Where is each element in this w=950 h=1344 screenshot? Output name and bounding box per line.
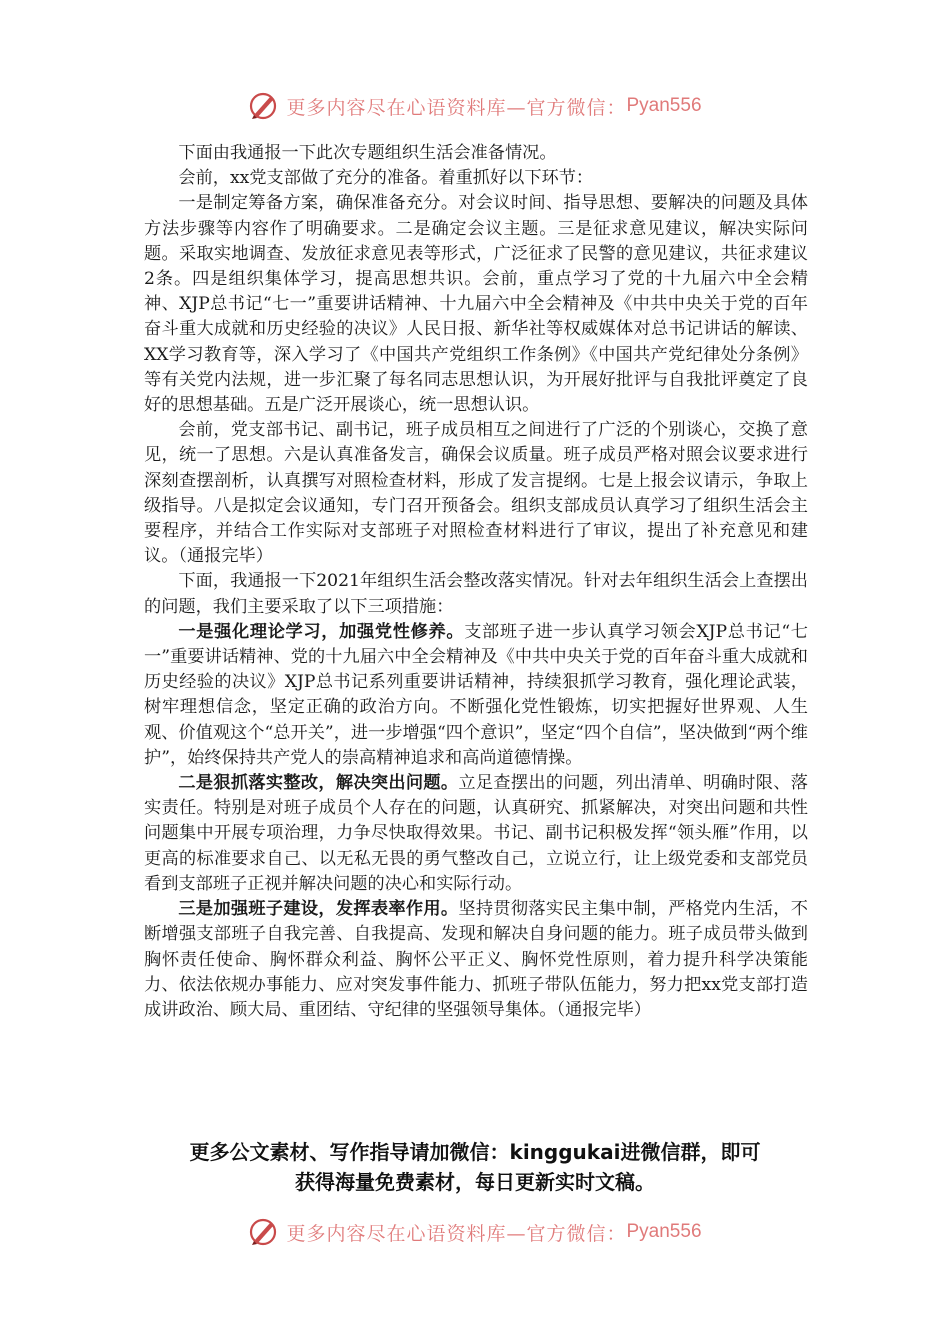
paragraph: 下面，我通报一下2021年组织生活会整改落实情况。针对去年组织生活会上查摆出的问题，我们主要采取了以下三项措施： bbox=[144, 571, 808, 617]
promo-line-1: 更多公文素材、写作指导请加微信：kinggukai进微信群，即可 bbox=[189, 1140, 761, 1164]
header-banner bbox=[0, 86, 950, 126]
paragraph-measure-1: 一是强化理论学习，加强党性修养。支部班子进一步认真学习领会XJP总书记“七一”重要讲话精神、党的十九届六中全会精神及《中共中央关于党的百年奋斗重大成就和历史经验的决议》XJP总书记系列重要讲话精神，持续狠抓学习教育，强化理论武装，树牢理想信念，坚定正确的政治方向。不断强化党性锻炼，切实把握好世界观、人生观、价值观这个“总开关”，进一步增强“四个意识”，坚定“四个自信”，坚决做到“两个维护”，始终保持共产党人的崇高精神追求和高尚道德情操。 bbox=[144, 621, 808, 768]
paragraph-measure-3: 三是加强班子建设，发挥表率作用。坚持贯彻落实民主集中制，严格党内生活，不断增强支部班子自我完善、自我提高、发现和解决自身问题的能力。班子成员带头做到胸怀责任使命、胸怀群众利益、胸怀公平正义、胸怀党性原则，着力提升科学决策能力、依法依规办事能力、应对突发事件能力、抓班子带队伍能力，努力把xx党支部打造成讲政治、顾大局、重团结、守纪律的坚强领导集体。（通报完毕） bbox=[144, 899, 808, 1020]
banner-wechat-id: Pyan556 bbox=[626, 1221, 702, 1242]
banner-text: 更多内容尽在心语资料库—官方微信： bbox=[286, 96, 627, 119]
promo-notice bbox=[120, 1137, 830, 1197]
banner-text: 更多内容尽在心语资料库—官方微信： bbox=[286, 1222, 627, 1245]
paragraph: 下面由我通报一下此次专题组织生活会准备情况。 bbox=[178, 143, 557, 163]
paragraph: 一是制定筹备方案，确保准备充分。对会议时间、指导思想、要解决的问题及具体方法步骤等内容作了明确要求。二是确定会议主题。三是征求意见建议，解决实际问题。采取实地调查、发放征求意见表等形式，广泛征求了民警的意见建议，共征求建议2条。四是组织集体学习，提高思想共识。会前，重点学习了党的十九届六中全会精神、XJP总书记“七一”重要讲话精神、十九届六中全会精神及《中共中央关于党的百年奋斗重大成就和历史经验的决议》人民日报、新华社等权威媒体对总书记讲话的解读、XX学习教育等，深入学习了《中国共产党组织工作条例》《中国共产党纪律处分条例》等有关党内法规，进一步汇聚了每名同志思想认识，为开展好批评与自我批评奠定了良好的思想基础。五是广泛开展谈心，统一思想认识。 bbox=[144, 193, 808, 416]
document-body bbox=[144, 141, 808, 1023]
paragraph-measure-2: 二是狠抓落实整改，解决突出问题。立足查摆出的问题，列出清单、明确时限、落实责任。特别是对班子成员个人存在的问题，认真研究、抓紧解决，对突出问题和共性问题集中开展专项治理，力争尽快取得效果。书记、副书记积极发挥“领头雁”作用，以更高的标准要求自己、以无私无畏的勇气整改自己，立说立行，让上级党委和支部党员看到支部班子正视并解决问题的决心和实际行动。 bbox=[144, 773, 808, 894]
pen-logo-icon bbox=[248, 91, 278, 121]
promo-line-2: 获得海量免费素材，每日更新实时文稿。 bbox=[295, 1170, 655, 1194]
measure-heading: 二是狠抓落实整改，解决突出问题。 bbox=[178, 773, 459, 794]
paragraph: 会前，党支部书记、副书记，班子成员相互之间进行了广泛的个别谈心，交换了意见，统一了思想。六是认真准备发言，确保会议质量。班子成员严格对照会议要求进行深刻查摆剖析，认真撰写对照检查材料，形成了发言提纲。七是上报会议请示，争取上级指导。八是拟定会议通知，专门召开预备会。组织支部成员认真学习了组织生活会主要程序，并结合工作实际对支部班子对照检查材料进行了审议，提出了补充意见和建议。（通报完毕） bbox=[144, 420, 808, 567]
footer-banner bbox=[0, 1212, 950, 1252]
paragraph: 会前，xx党支部做了充分的准备。着重抓好以下环节： bbox=[178, 168, 594, 189]
measure-heading: 三是加强班子建设，发挥表率作用。 bbox=[178, 899, 459, 920]
pen-logo-icon bbox=[248, 1217, 278, 1247]
banner-wechat-id: Pyan556 bbox=[626, 95, 702, 116]
measure-heading: 一是强化理论学习，加强党性修养。 bbox=[178, 621, 465, 642]
